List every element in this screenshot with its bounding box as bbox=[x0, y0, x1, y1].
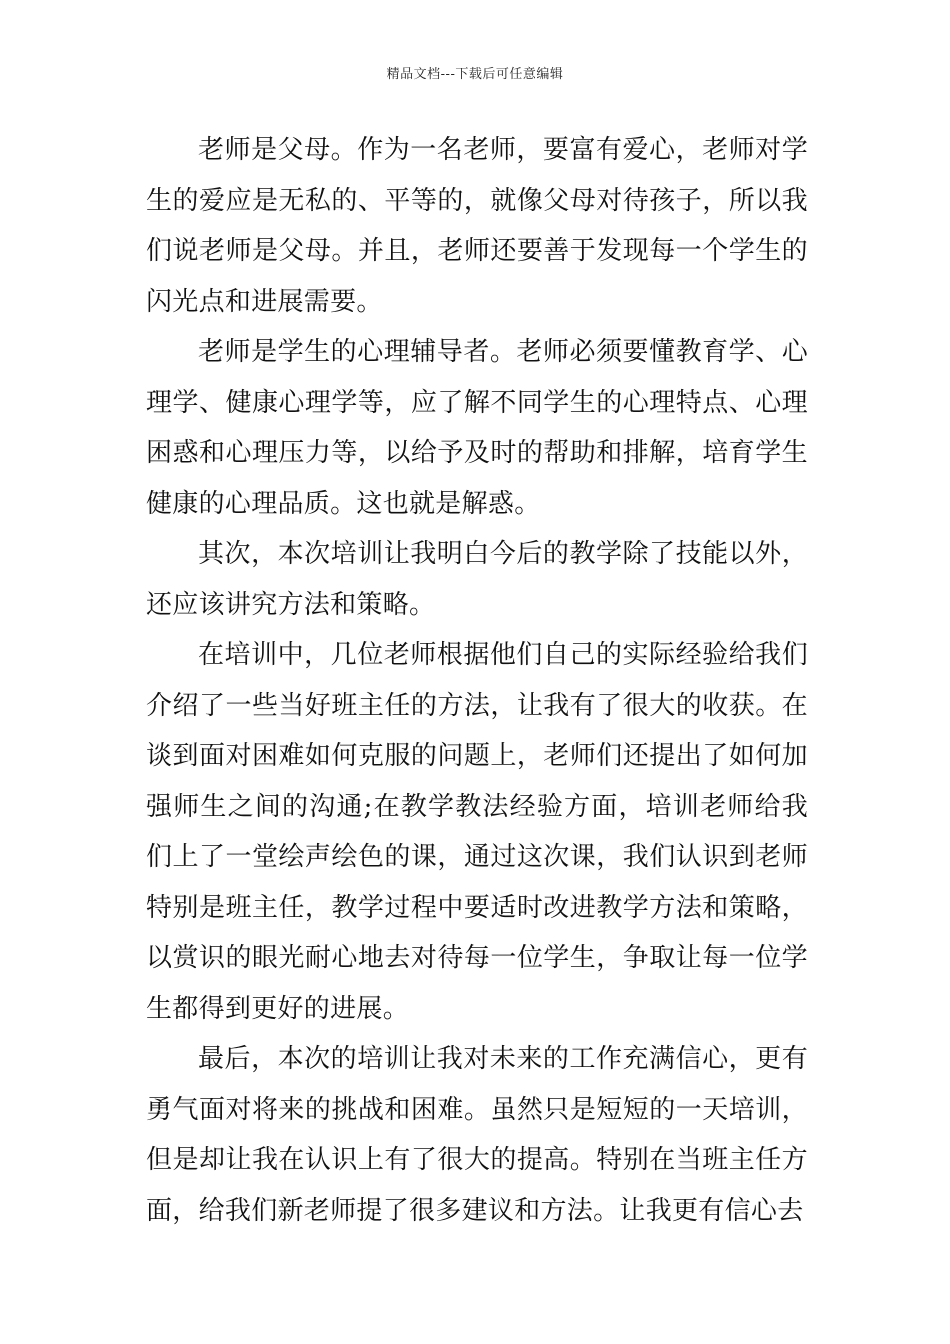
paragraph-psychological-counselor: 老师是学生的心理辅导者。老师必须要懂教育学、心理学、健康心理学等，应了解不同学生的心理特点、心理困惑和心理压力等，以给予及时的帮助和排解，培育学生健康的心理品质。这也就是解惑。 bbox=[146, 337, 808, 519]
paragraph-teacher-as-parent: 老师是父母。作为一名老师，要富有爱心，老师对学生的爱应是无私的、平等的，就像父母对待孩子，所以我们说老师是父母。并且，老师还要善于发现每一个学生的闪光点和进展需要。 bbox=[146, 135, 808, 317]
paragraph-methods-and-strategies: 其次，本次培训让我明白今后的教学除了技能以外，还应该讲究方法和策略。 bbox=[146, 539, 808, 620]
document-body bbox=[146, 125, 808, 1236]
paragraph-conclusion: 最后，本次的培训让我对未来的工作充满信心，更有勇气面对将来的挑战和困难。虽然只是短短的一天培训，但是却让我在认识上有了很大的提高。特别在当班主任方面，给我们新老师提了很多建议和方法。让我更有信心去 bbox=[146, 1044, 808, 1226]
page-header: 精品文档---下载后可任意编辑 bbox=[386, 67, 564, 82]
paragraph-training-experience: 在培训中，几位老师根据他们自己的实际经验给我们介绍了一些当好班主任的方法，让我有了很大的收获。在谈到面对困难如何克服的问题上，老师们还提出了如何加强师生之间的沟通;在教学教法经验方面，培训老师给我们上了一堂绘声绘色的课，通过这次课，我们认识到老师特别是班主任，教学过程中要适时改进教学方法和策略，以赏识的眼光耐心地去对待每一位学生，争取让每一位学生都得到更好的进展。 bbox=[146, 640, 808, 1024]
